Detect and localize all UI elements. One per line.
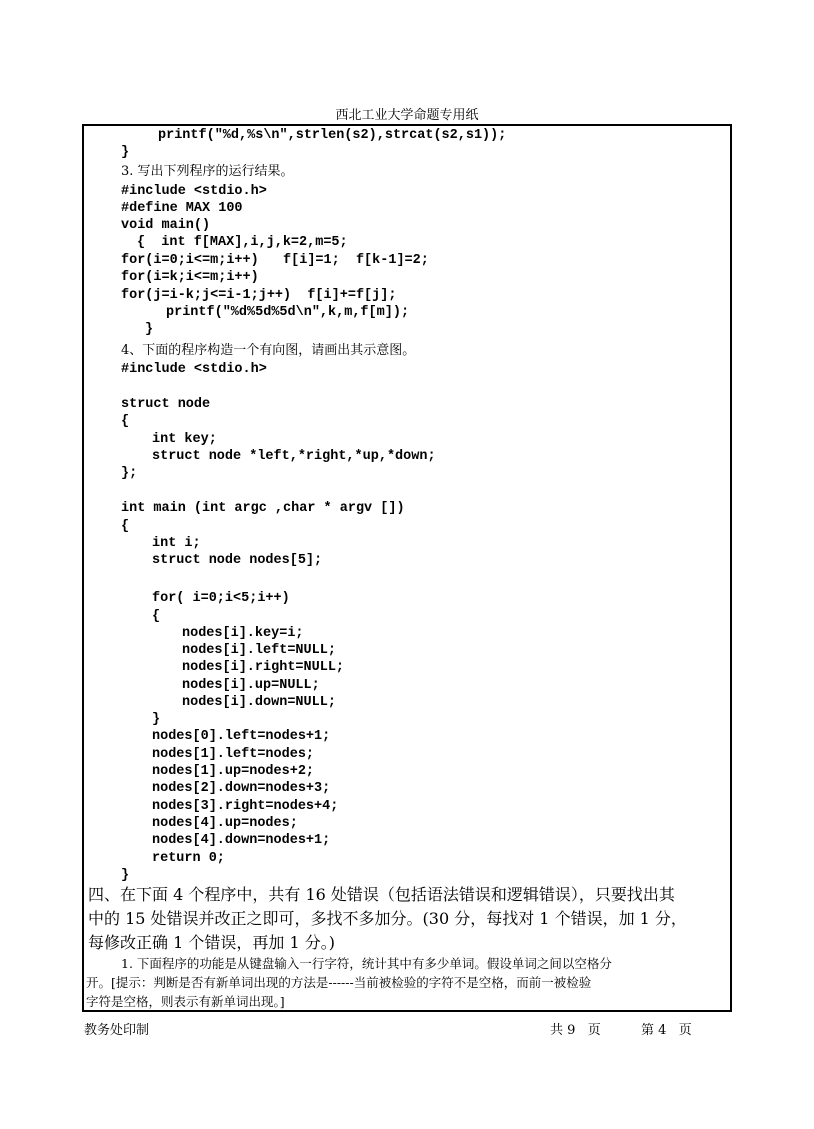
code-line: struct node nodes[5]; (152, 553, 323, 568)
code-line: nodes[4].up=nodes; (152, 816, 298, 831)
code-line: { (121, 519, 130, 534)
code-line: nodes[i].right=NULL; (182, 660, 345, 675)
footer-total-pages: 共 9 页 (550, 1023, 601, 1038)
code-line: } (121, 868, 130, 883)
code-line: nodes[1].left=nodes; (152, 747, 315, 762)
code-line: struct node *left,*right,*up,*down; (152, 449, 436, 464)
code-line: } (145, 322, 154, 337)
question-3-label: 3. 写出下列程序的运行结果。 (121, 164, 294, 179)
code-line: nodes[4].down=nodes+1; (152, 833, 331, 848)
code-line: printf("%d,%s\n",strlen(s2),strcat(s2,s1)); (158, 128, 507, 143)
code-line: }; (121, 466, 138, 481)
code-line: for(i=0;i<=m;i++) f[i]=1; f[k-1]=2; (121, 253, 429, 268)
section-4-text: 中的 15 处错误并改正之即可，多找不多加分。(30 分，每找对 1 个错误，加 1 分， (88, 909, 687, 928)
sub-question-hint: 字符是空格，则表示有新单词出现。] (86, 994, 285, 1009)
code-line: #include <stdio.h> (121, 362, 267, 377)
code-line: return 0; (152, 851, 225, 866)
footer-page-number: 第 4 页 (641, 1023, 692, 1038)
page-header-title: 西北工业大学命题专用纸 (335, 108, 479, 123)
question-4-label: 4、下面的程序构造一个有向图，请画出其示意图。 (121, 343, 416, 358)
footer-printer: 教务处印制 (84, 1023, 150, 1038)
code-line: { (152, 609, 161, 624)
code-line: nodes[i].key=i; (182, 626, 304, 641)
section-4-text: 四、在下面 4 个程序中，共有 16 处错误（包括语法错误和逻辑错误），只要找出其 (88, 885, 675, 904)
code-line: nodes[0].left=nodes+1; (152, 729, 331, 744)
code-line: { (121, 414, 130, 429)
code-line: } (152, 712, 161, 727)
code-line: int i; (152, 536, 201, 551)
code-line: nodes[1].up=nodes+2; (152, 764, 315, 779)
code-line: void main() (121, 218, 211, 233)
code-line: } (121, 145, 130, 160)
code-line: for(i=k;i<=m;i++) (121, 270, 259, 285)
code-line: struct node (121, 397, 211, 412)
code-line: #include <stdio.h> (121, 184, 267, 199)
code-line: #define MAX 100 (121, 201, 243, 216)
code-line: nodes[i].up=NULL; (182, 678, 320, 693)
code-line: nodes[i].down=NULL; (182, 695, 336, 710)
code-line: nodes[2].down=nodes+3; (152, 781, 331, 796)
code-line: int key; (152, 432, 217, 447)
code-line: for( i=0;i<5;i++) (152, 591, 290, 606)
code-line: printf("%d%5d%5d\n",k,m,f[m]); (166, 305, 410, 320)
code-line: nodes[i].left=NULL; (182, 643, 336, 658)
code-line: for(j=i-k;j<=i-1;j++) f[i]+=f[j]; (121, 288, 397, 303)
sub-question-hint: 开。[提示：判断是否有新单词出现的方法是------当前被检验的字符不是空格，而前一被检验 (86, 975, 592, 990)
sub-question-text: 1. 下面程序的功能是从键盘输入一行字符，统计其中有多少单词。假设单词之间以空格分 (121, 956, 612, 971)
section-4-text: 每修改正确 1 个错误，再加 1 分。) (88, 933, 335, 952)
code-line: { int f[MAX],i,j,k=2,m=5; (137, 235, 348, 250)
code-line: int main (int argc ,char * argv []) (121, 501, 405, 516)
code-line: nodes[3].right=nodes+4; (152, 799, 339, 814)
